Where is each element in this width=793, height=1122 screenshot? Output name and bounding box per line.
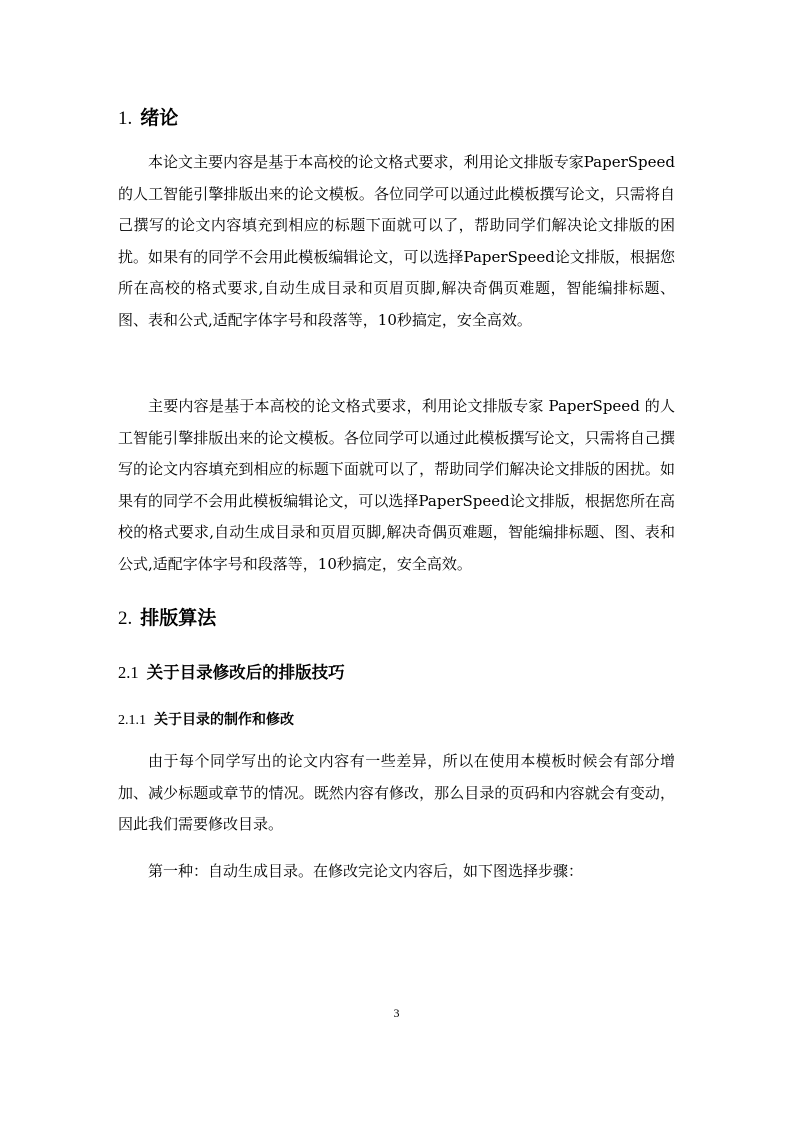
- heading-title: 关于目录修改后的排版技巧: [146, 663, 345, 682]
- heading-title: 关于目录的制作和修改: [154, 712, 294, 728]
- heading-1-introduction: [118, 106, 178, 131]
- heading-3-toc-making: [118, 710, 294, 731]
- paragraph-intro-1: 本论文主要内容是基于本高校的论文格式要求，利用论文排版专家PaperSpeed的人工智能引擎排版出来的论文模板。各位同学可以通过此模板撰写论文，只需将自己撰写的论文内容填充到相应的标题下面就可以了，帮助同学们解决论文排版的困扰。如果有的同学不会用此模板编辑论文，可以选择PaperSpeed论文排版，根据您所在高校的格式要求,自动生成目录和页眉页脚,解决奇偶页难题，智能编排标题、图、表和公式,适配字体字号和段落等，10秒搞定，安全高效。: [118, 153, 675, 329]
- paragraph-method-one: 第一种：自动生成目录。在修改完论文内容后，如下图选择步骤：: [148, 862, 584, 880]
- heading-number: 1.: [118, 108, 133, 129]
- heading-title: 排版算法: [140, 607, 217, 629]
- heading-1-layout-algorithm: [118, 606, 216, 631]
- heading-title: 绪论: [140, 107, 179, 129]
- heading-2-toc-tips: [118, 662, 345, 684]
- heading-number: 2.: [118, 608, 133, 629]
- paragraph-intro-2: 主要内容是基于本高校的论文格式要求，利用论文排版专家 PaperSpeed 的人工智能引擎排版出来的论文模板。各位同学可以通过此模板撰写论文，只需将自己撰写的论文内容填充到相应的标题下面就可以了，帮助同学们解决论文排版的困扰。如果有的同学不会用此模板编辑论文，可以选择PaperSpeed论文排版，根据您所在高校的格式要求,自动生成目录和页眉页脚,解决奇偶页难题，智能编排标题、图、表和公式,适配字体字号和段落等，10秒搞定，安全高效。: [118, 397, 675, 573]
- paragraph-toc-diff: 由于每个同学写出的论文内容有一些差异，所以在使用本模板时候会有部分增加、减少标题或章节的情况。既然内容有修改，那么目录的页码和内容就会有变动，因此我们需要修改目录。: [118, 752, 675, 833]
- heading-number: 2.1.1: [118, 713, 146, 728]
- page-number: 3: [393, 1006, 400, 1020]
- heading-number: 2.1: [118, 663, 139, 682]
